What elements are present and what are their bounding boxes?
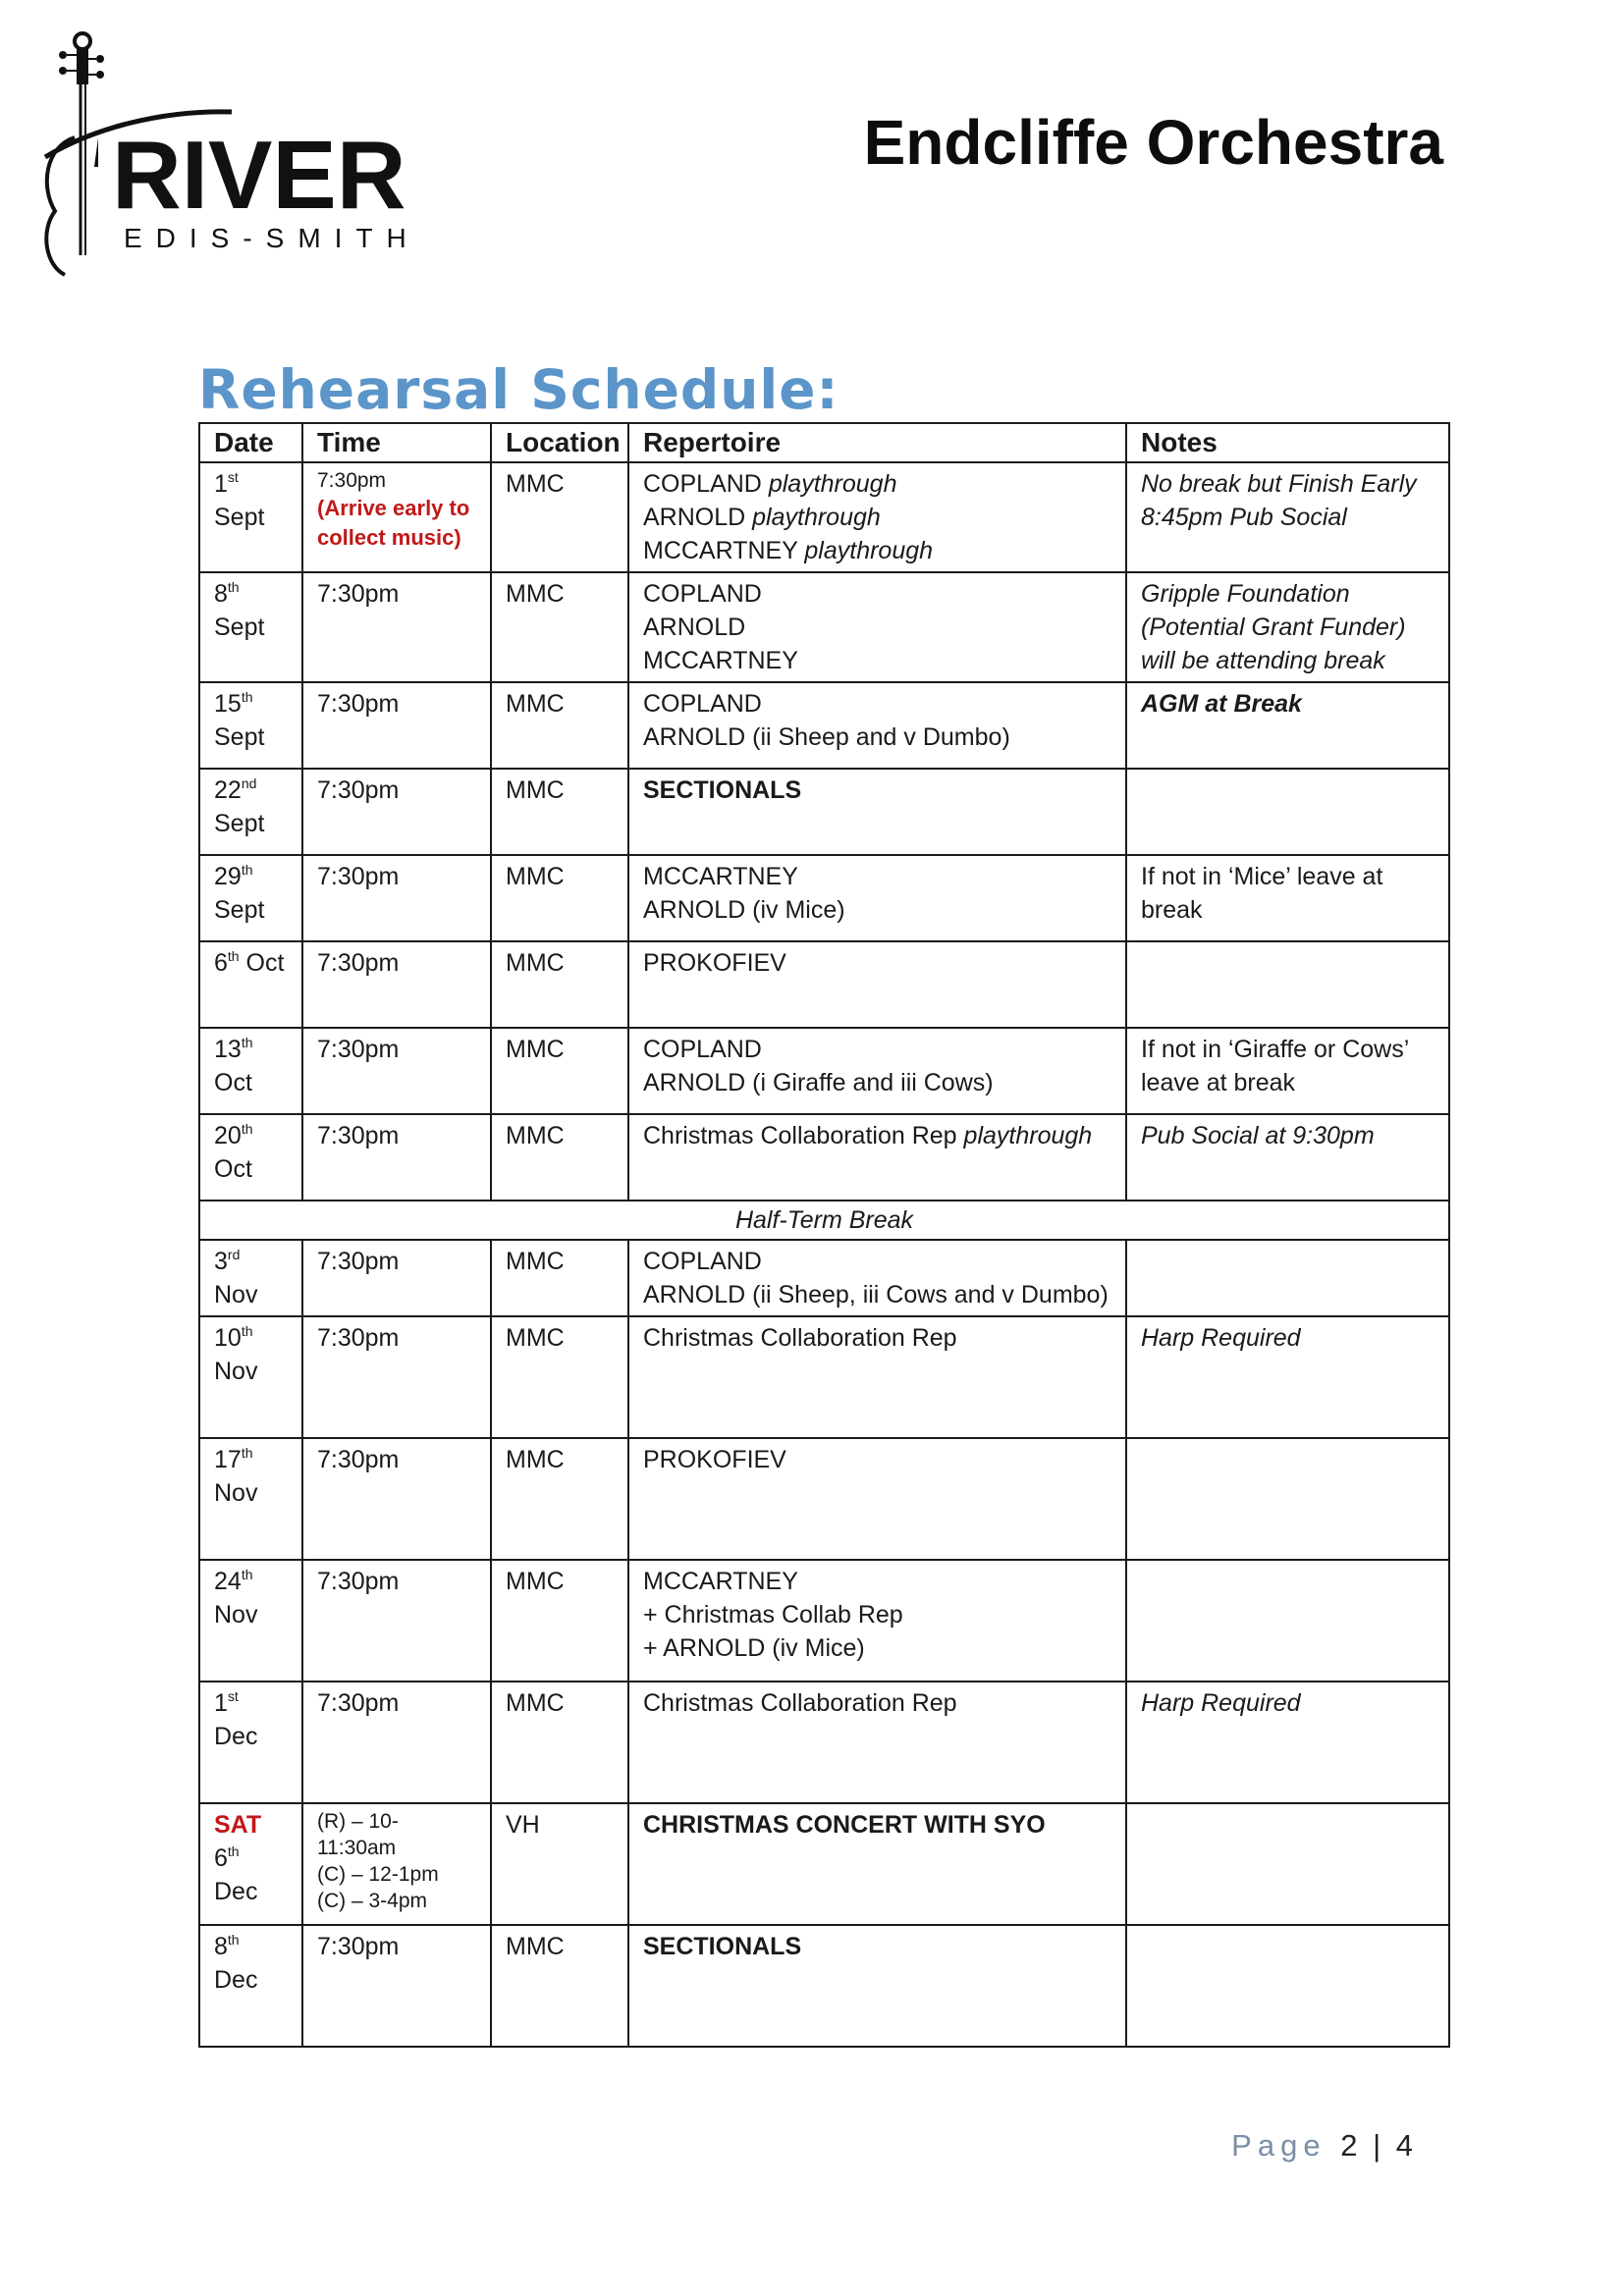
notes-line: leave at break [1141,1069,1296,1096]
date-month: Sept [214,896,265,924]
schedule-body [199,462,1449,2047]
repertoire-line [643,1686,1111,1720]
date-suffix: nd [241,775,257,791]
date-cell [199,1560,302,1682]
date-cell [199,941,302,1028]
break-row [199,1201,1449,1240]
date-month: Sept [214,614,265,641]
repertoire-piece: PROKOFIEV [643,949,786,977]
date-month: Nov [214,1601,258,1629]
date-day-number: 3 [214,1248,228,1275]
date-day [214,1842,288,1875]
date-suffix: th [241,689,253,705]
repertoire-piece: MCCARTNEY [643,1568,798,1595]
repertoire-piece: Christmas Collaboration Rep [643,1324,957,1352]
repertoire-line [643,1565,1111,1598]
notes-cell [1126,1438,1449,1560]
table-row [199,1028,1449,1114]
date-suffix: st [227,469,239,485]
date-day [214,1321,288,1355]
repertoire-piece: ARNOLD (i Giraffe and iii Cows) [643,1069,994,1096]
date-day [214,467,288,501]
repertoire-line [643,534,1111,567]
repertoire-line [643,1631,1111,1665]
page-total: 4 [1395,2128,1414,2163]
table-row [199,572,1449,682]
repertoire-line [643,893,1111,927]
date-suffix: st [227,1688,239,1704]
time-value: 7:30pm [317,1689,400,1717]
column-header-location: Location [491,423,628,462]
time-value: 7:30pm [317,1036,400,1063]
time-value: 7:30pm [317,1933,400,1960]
date-day [214,1119,288,1152]
time-cell [302,462,491,572]
date-suffix: th [241,1121,253,1137]
notes-cell [1126,1028,1449,1114]
repertoire-piece: COPLAND [643,470,762,498]
date-suffix: th [241,1567,253,1582]
schedule-heading: Rehearsal Schedule: [198,358,839,421]
repertoire-line [643,1321,1111,1355]
repertoire-piece: + Christmas Collab Rep [643,1601,903,1629]
notes-line: (Potential Grant Funder) [1141,614,1406,641]
repertoire-line [643,1033,1111,1066]
repertoire-line [643,946,1111,980]
time-cell [302,1925,491,2047]
location-cell: VH [491,1803,628,1925]
repertoire-piece: MCCARTNEY [643,537,798,564]
notes-cell [1126,1925,1449,2047]
repertoire-line [643,611,1111,644]
repertoire-cell [628,1438,1126,1560]
date-day [214,1245,288,1278]
date-month: Nov [214,1479,258,1507]
date-day-number: 22 [214,776,242,804]
repertoire-piece: COPLAND [643,690,762,718]
date-cell [199,1925,302,2047]
repertoire-cell [628,1240,1126,1316]
notes-line: Harp Required [1141,1689,1301,1717]
table-row [199,941,1449,1028]
violin-logo-icon [35,29,428,285]
repertoire-cell [628,1682,1126,1803]
notes-line: break [1141,896,1203,924]
table-row [199,682,1449,769]
rehearsal-schedule-table [198,422,1450,2048]
repertoire-cell [628,1560,1126,1682]
location-cell: MMC [491,682,628,769]
repertoire-line [643,1278,1111,1311]
time-slot: (C) – 3-4pm [317,1890,428,1912]
location-cell: MMC [491,1316,628,1438]
repertoire-line [643,501,1111,534]
time-value: 7:30pm [317,776,400,804]
notes-cell [1126,855,1449,941]
time-value: 7:30pm [317,1122,400,1149]
date-month: Dec [214,1966,258,1994]
location-cell: MMC [491,1682,628,1803]
date-day [214,1565,288,1598]
date-month: Oct [214,1155,252,1183]
repertoire-line [643,1066,1111,1099]
date-suffix: th [241,1445,253,1461]
location-cell: MMC [491,1560,628,1682]
date-day [214,774,288,807]
date-month: Sept [214,723,265,751]
repertoire-line [643,1443,1111,1476]
time-cell [302,1028,491,1114]
time-slot: (C) – 12-1pm [317,1863,439,1886]
repertoire-piece: Christmas Collaboration Rep [643,1689,957,1717]
repertoire-piece: MCCARTNEY [643,863,798,890]
date-suffix: th [227,948,240,964]
notes-line: If not in ‘Giraffe or Cows’ [1141,1036,1410,1063]
date-day-number: 10 [214,1324,242,1352]
repertoire-cell [628,1114,1126,1201]
page-number-footer [1168,2128,1414,2163]
location-cell: MMC [491,1028,628,1114]
river-edis-smith-logo [35,29,428,285]
date-day-number: 8 [214,1933,228,1960]
table-row [199,855,1449,941]
date-day [214,1930,288,1963]
repertoire-annotation: playthrough [963,1122,1093,1149]
table-row [199,1925,1449,2047]
repertoire-piece: ARNOLD [643,614,746,641]
page-label: Page [1231,2128,1326,2163]
repertoire-piece: COPLAND [643,1036,762,1063]
date-day-number: 1 [214,1689,228,1717]
time-cell [302,572,491,682]
page-current: 2 [1340,2128,1359,2163]
date-month: Sept [214,810,265,837]
repertoire-piece: PROKOFIEV [643,1446,786,1473]
date-day [214,577,288,611]
date-day [214,1443,288,1476]
repertoire-cell [628,462,1126,572]
column-header-time: Time [302,423,491,462]
date-cell [199,462,302,572]
repertoire-piece: ARNOLD [643,504,746,531]
time-value: 7:30pm [317,690,400,718]
date-month: Sept [214,504,265,531]
date-month: Nov [214,1358,258,1385]
repertoire-piece: COPLAND [643,580,762,608]
time-value: 7:30pm [317,1324,400,1352]
time-cell [302,1316,491,1438]
notes-line: Harp Required [1141,1324,1301,1352]
date-day-number: 8 [214,580,228,608]
table-row [199,1114,1449,1201]
repertoire-line [643,577,1111,611]
repertoire-cell [628,1028,1126,1114]
repertoire-line [643,1598,1111,1631]
notes-cell [1126,1316,1449,1438]
time-cell [302,1682,491,1803]
notes-line: If not in ‘Mice’ leave at [1141,863,1383,890]
location-cell: MMC [491,462,628,572]
column-header-notes: Notes [1126,423,1449,462]
time-cell [302,1114,491,1201]
repertoire-cell [628,855,1126,941]
notes-line: Gripple Foundation [1141,580,1350,608]
notes-line: will be attending break [1141,647,1385,674]
table-row [199,1803,1449,1925]
repertoire-cell [628,769,1126,855]
repertoire-line [643,1245,1111,1278]
notes-line: 8:45pm Pub Social [1141,504,1347,531]
date-day [214,687,288,721]
time-cell [302,1240,491,1316]
table-row [199,1560,1449,1682]
date-day [214,1686,288,1720]
location-cell: MMC [491,1240,628,1316]
date-day [214,860,288,893]
table-header-row [199,423,1449,462]
date-month: Nov [214,1281,258,1308]
time-cell [302,769,491,855]
repertoire-cell [628,1803,1126,1925]
repertoire-bold: CHRISTMAS CONCERT WITH SYO [643,1811,1046,1839]
date-cell [199,572,302,682]
time-cell [302,1803,491,1925]
location-cell: MMC [491,941,628,1028]
date-month: Oct [245,949,285,977]
date-day-number: 6 [214,949,228,977]
repertoire-piece: MCCARTNEY [643,647,798,674]
table-row [199,1316,1449,1438]
notes-cell [1126,572,1449,682]
date-month: Oct [214,1069,252,1096]
date-month: Dec [214,1878,258,1905]
table-row [199,769,1449,855]
location-cell: MMC [491,855,628,941]
notes-cell [1126,941,1449,1028]
date-suffix: rd [227,1247,241,1262]
date-day-number: 17 [214,1446,242,1473]
repertoire-line [643,721,1111,754]
repertoire-bold: SECTIONALS [643,776,802,804]
location-cell: MMC [491,1114,628,1201]
repertoire-piece: Christmas Collaboration Rep [643,1122,957,1149]
break-label: Half-Term Break [199,1201,1449,1240]
notes-cell [1126,1560,1449,1682]
time-cell [302,1438,491,1560]
date-day-number: 24 [214,1568,242,1595]
date-day-of-week: SAT [214,1811,262,1839]
time-cell [302,941,491,1028]
location-cell: MMC [491,572,628,682]
notes-cell [1126,769,1449,855]
notes-cell [1126,682,1449,769]
date-day-number: 1 [214,470,228,498]
repertoire-line [643,1119,1111,1152]
time-slot: (R) – 10-11:30am [317,1810,399,1859]
date-suffix: th [241,1035,253,1050]
column-header-date: Date [199,423,302,462]
date-suffix: th [241,1323,253,1339]
date-cell [199,769,302,855]
date-suffix: th [227,1843,240,1859]
time-cell [302,1560,491,1682]
repertoire-cell [628,682,1126,769]
repertoire-annotation: playthrough [752,504,881,531]
time-value: 7:30pm [317,1446,400,1473]
date-suffix: th [227,1932,240,1948]
date-day-number: 15 [214,690,242,718]
logo-brand-sub: EDIS-SMITH [124,223,420,253]
location-cell: MMC [491,1438,628,1560]
date-month: Dec [214,1723,258,1750]
repertoire-cell [628,1316,1126,1438]
table-row [199,1438,1449,1560]
location-cell: MMC [491,1925,628,2047]
date-cell [199,682,302,769]
time-value: 7:30pm [317,949,400,977]
location-cell: MMC [491,769,628,855]
repertoire-line [643,644,1111,677]
notes-cell [1126,1114,1449,1201]
repertoire-bold: SECTIONALS [643,1933,802,1960]
repertoire-line [643,687,1111,721]
notes-cell [1126,462,1449,572]
time-value: 7:30pm [317,863,400,890]
table-row [199,1240,1449,1316]
repertoire-annotation: playthrough [804,537,934,564]
column-header-repertoire: Repertoire [628,423,1126,462]
repertoire-piece: COPLAND [643,1248,762,1275]
notes-line: Pub Social at 9:30pm [1141,1122,1375,1149]
repertoire-piece: ARNOLD (ii Sheep and v Dumbo) [643,723,1010,751]
date-day-number: 6 [214,1844,228,1872]
notes-cell [1126,1240,1449,1316]
date-suffix: th [227,579,240,595]
notes-line: AGM at Break [1141,690,1302,718]
date-day-number: 20 [214,1122,242,1149]
date-day-number: 13 [214,1036,242,1063]
repertoire-line [643,467,1111,501]
date-day [214,1033,288,1066]
date-cell [199,1028,302,1114]
repertoire-cell [628,1925,1126,2047]
notes-cell [1126,1682,1449,1803]
time-cell [302,855,491,941]
logo-brand-main: RIVER [112,121,406,229]
date-cell [199,1682,302,1803]
time-value: 7:30pm [317,469,387,492]
date-cell [199,1240,302,1316]
repertoire-line [643,860,1111,893]
repertoire-piece: + ARNOLD (iv Mice) [643,1634,865,1662]
time-value: 7:30pm [317,580,400,608]
date-cell [199,1438,302,1560]
date-cell [199,1114,302,1201]
time-cell [302,682,491,769]
time-note: (Arrive early to collect music) [317,496,470,550]
repertoire-cell [628,941,1126,1028]
time-value: 7:30pm [317,1568,400,1595]
page-separator: | [1373,2128,1382,2163]
table-row [199,1682,1449,1803]
orchestra-title: Endcliffe Orchestra [863,107,1443,178]
repertoire-cell [628,572,1126,682]
date-cell [199,1316,302,1438]
date-day [214,946,288,980]
date-day-number: 29 [214,863,242,890]
notes-line: No break but Finish Early [1141,470,1417,498]
table-row [199,462,1449,572]
date-cell [199,1803,302,1925]
date-suffix: th [241,862,253,878]
repertoire-piece: ARNOLD (ii Sheep, iii Cows and v Dumbo) [643,1281,1109,1308]
time-value: 7:30pm [317,1248,400,1275]
repertoire-piece: ARNOLD (iv Mice) [643,896,845,924]
date-cell [199,855,302,941]
repertoire-annotation: playthrough [768,470,897,498]
notes-cell [1126,1803,1449,1925]
